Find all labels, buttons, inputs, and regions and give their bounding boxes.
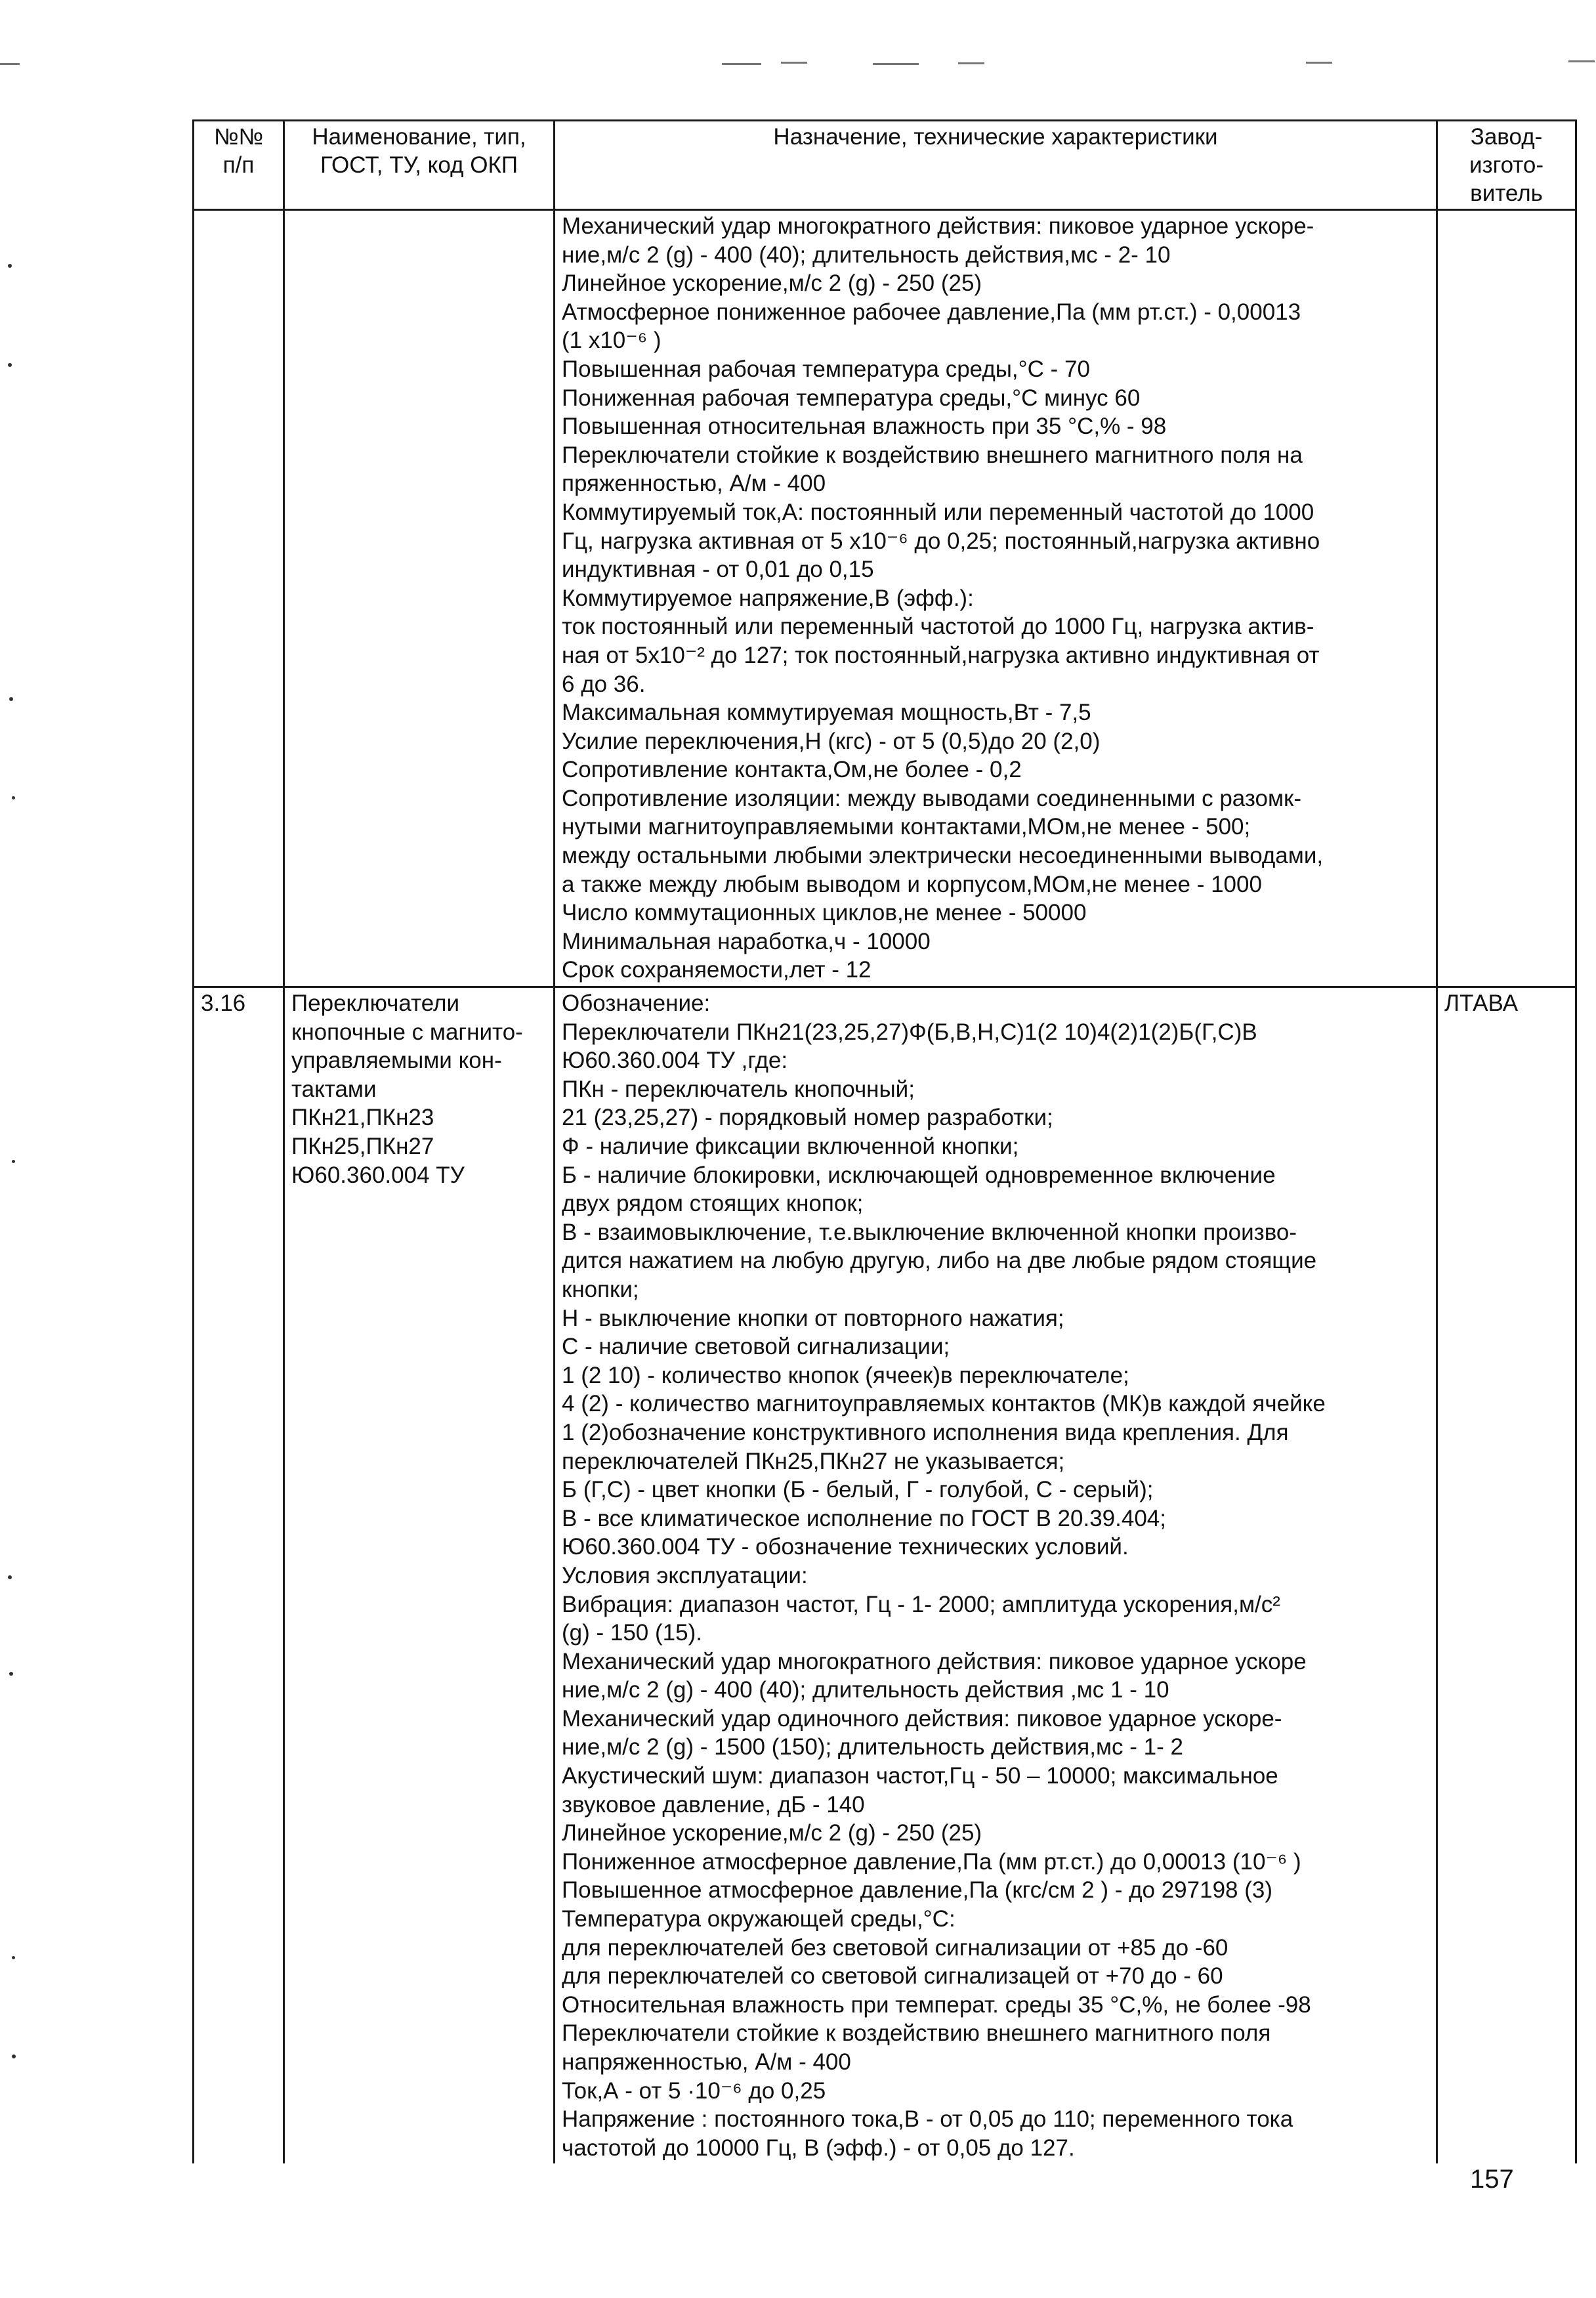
description-line: Максимальная коммутируемая мощность,Вт - 7,5: [562, 700, 1091, 726]
description-line: Переключатели ПКн21(23,25,27)Ф(Б,В,Н,С)1(2 10)4(2)1(2)Б(Г,С)В: [562, 1019, 1257, 1045]
description-line: Повышенное атмосферное давление,Па (кгс/см 2 ) - до 297198 (3): [562, 1877, 1273, 1904]
description-line: для переключателей без световой сигнализации от +85 до -60: [562, 1934, 1228, 1961]
description-line: Механический удар многократного действия: пиковое ударное ускоре-: [562, 213, 1314, 239]
row-name: [284, 210, 555, 987]
header-number: №№ п/п: [194, 121, 284, 210]
description-line: кнопки;: [562, 1276, 639, 1302]
description-line: двух рядом стоящих кнопок;: [562, 1191, 864, 1217]
description-line: 4 (2) - количество магнитоуправляемых контактов (МК)в каждой ячейке: [562, 1391, 1326, 1417]
description-line: Атмосферное пониженное рабочее давление,Па (мм рт.ст.) - 0,00013: [562, 299, 1301, 325]
description-line: Температура окружающей среды,°С:: [562, 1906, 956, 1932]
row-manufacturer: ЛТАВА: [1437, 987, 1576, 2164]
header-description: Назначение, технические характеристики: [555, 121, 1437, 210]
spec-table: [192, 119, 1577, 2163]
description-line: Ю60.360.004 ТУ ,где:: [562, 1048, 788, 1074]
description-line: Обозначение:: [562, 990, 711, 1017]
description-line: звуковое давление, дБ - 140: [562, 1791, 865, 1818]
description-line: Минимальная наработка,ч - 10000: [562, 928, 931, 954]
description-line: Механический удар одиночного действия: пиковое ударное ускоре-: [562, 1705, 1282, 1732]
description-line: нутыми магнитоуправляемыми контактами,МОм,не менее - 500;: [562, 814, 1251, 840]
description-line: Ю60.360.004 ТУ - обозначение технических условий.: [562, 1534, 1129, 1560]
description-line: С - наличие световой сигнализации;: [562, 1334, 950, 1360]
description-line: (1 х10⁻⁶ ): [562, 328, 662, 354]
row-name: Переключатели кнопочные с магнито- управляемыми кон- тактами ПКн21,ПКн23 ПКн25,ПКн27 Ю60.360.004 ТУ: [284, 987, 555, 2164]
description-line: 1 (2 10) - количество кнопок (ячеек)в переключателе;: [562, 1362, 1129, 1388]
description-line: (g) - 150 (15).: [562, 1620, 702, 1646]
description-line: Переключатели стойкие к воздействию внешнего магнитного поля: [562, 2020, 1271, 2047]
description-line: Срок сохраняемости,лет - 12: [562, 957, 872, 983]
description-line: Акустический шум: диапазон частот,Гц - 50 – 10000; максимальное: [562, 1763, 1278, 1789]
description-line: Условия эксплуатации:: [562, 1562, 808, 1588]
description-line: Усилие переключения,Н (кгс) - от 5 (0,5)до 20 (2,0): [562, 728, 1101, 754]
description-line: Коммутируемое напряжение,В (эфф.):: [562, 585, 974, 611]
description-line: 6 до 36.: [562, 671, 646, 697]
description-line: В - взаимовыключение, т.е.выключение включенной кнопки произво-: [562, 1219, 1297, 1245]
description-line: Повышенная относительная влажность при 35 °С,% - 98: [562, 414, 1167, 440]
description-line: Линейное ускорение,м/с 2 (g) - 250 (25): [562, 1820, 982, 1846]
description-line: Повышенная рабочая температура среды,°С - 70: [562, 356, 1090, 382]
description-line: Коммутируемый ток,А: постоянный или переменный частотой до 1000: [562, 499, 1314, 525]
description-line: ток постоянный или переменный частотой до 1000 Гц, нагрузка актив-: [562, 614, 1314, 640]
description-line: 21 (23,25,27) - порядковый номер разработки;: [562, 1105, 1053, 1131]
description-line: Пониженное атмосферное давление,Па (мм рт.ст.) до 0,00013 (10⁻⁶ ): [562, 1848, 1301, 1875]
description-line: дится нажатием на любую другую, либо на две любые рядом стоящие: [562, 1248, 1317, 1274]
description-line: Сопротивление изоляции: между выводами соединенными с разомк-: [562, 785, 1302, 811]
description-line: Вибрация: диапазон частот, Гц - 1- 2000; амплитуда ускорения,м/с²: [562, 1591, 1280, 1617]
description-line: Линейное ускорение,м/с 2 (g) - 250 (25): [562, 270, 982, 297]
row-description: [555, 987, 1437, 2164]
description-line: В - все климатическое исполнение по ГОСТ В 20.39.404;: [562, 1505, 1166, 1531]
description-line: а также между любым выводом и корпусом,МОм,не менее - 1000: [562, 871, 1262, 897]
description-line: Пониженная рабочая температура среды,°С минус 60: [562, 385, 1141, 411]
description-line: 1 (2)обозначение конструктивного исполнения вида крепления. Для: [562, 1419, 1289, 1445]
description-line: Ток,А - от 5 ·10⁻⁶ до 0,25: [562, 2077, 826, 2104]
table-row-continuation: [194, 210, 1576, 987]
description-line: Гц, нагрузка активная от 5 х10⁻⁶ до 0,25; постоянный,нагрузка активно: [562, 528, 1320, 554]
description-line: Б (Г,С) - цвет кнопки (Б - белый, Г - голубой, С - серый);: [562, 1477, 1154, 1503]
description-line: Н - выключение кнопки от повторного нажатия;: [562, 1305, 1064, 1331]
description-line: ние,м/с 2 (g) - 1500 (150); длительность действия,мс - 1- 2: [562, 1734, 1183, 1760]
description-line: индуктивная - от 0,01 до 0,15: [562, 557, 874, 583]
table-row-3-16: [194, 987, 1576, 2164]
header-manufacturer: Завод- изгото- витель: [1437, 121, 1576, 210]
description-line: ние,м/с 2 (g) - 400 (40); длительность действия,мс - 2- 10: [562, 242, 1171, 268]
description-line: Переключатели стойкие к воздействию внешнего магнитного поля на: [562, 442, 1303, 468]
row-number: 3.16: [194, 987, 284, 2164]
header-name: Наименование, тип, ГОСТ, ТУ, код ОКП: [284, 121, 555, 210]
header-row: [194, 121, 1576, 210]
description-line: между остальными любыми электрически несоединенными выводами,: [562, 843, 1324, 869]
row-description: [555, 210, 1437, 987]
row-manufacturer: [1437, 210, 1576, 987]
description-line: ная от 5х10⁻² до 127; ток постоянный,нагрузка активно индуктивная от: [562, 642, 1320, 668]
description-line: Ф - наличие фиксации включенной кнопки;: [562, 1134, 1019, 1159]
description-line: Сопротивление контакта,Ом,не более - 0,2: [562, 757, 1022, 783]
description-line: для переключателей со световой сигнализацей от +70 до - 60: [562, 1963, 1223, 1989]
page-number: 157: [1470, 2165, 1514, 2194]
description-line: ние,м/с 2 (g) - 400 (40); длительность действия ,мс 1 - 10: [562, 1677, 1169, 1703]
description-line: переключателей ПКн25,ПКн27 не указывается;: [562, 1448, 1065, 1474]
description-line: Напряжение : постоянного тока,В - от 0,05 до 110; переменного тока: [562, 2106, 1293, 2133]
description-line: Относительная влажность при температ. среды 35 °С,%, не более -98: [562, 1991, 1311, 2018]
description-line: пряженностью, А/м - 400: [562, 471, 826, 497]
description-line: Число коммутационных циклов,не менее - 50000: [562, 900, 1087, 926]
description-line: частотой до 10000 Гц, В (эфф.) - от 0,05 до 127.: [562, 2135, 1075, 2161]
description-line: Б - наличие блокировки, исключающей одновременное включение: [562, 1162, 1276, 1188]
row-number: [194, 210, 284, 987]
description-line: напряженностью, А/м - 400: [562, 2049, 851, 2075]
description-line: ПКн - переключатель кнопочный;: [562, 1076, 915, 1102]
description-line: Механический удар многократного действия: пиковое ударное ускоре: [562, 1648, 1307, 1674]
